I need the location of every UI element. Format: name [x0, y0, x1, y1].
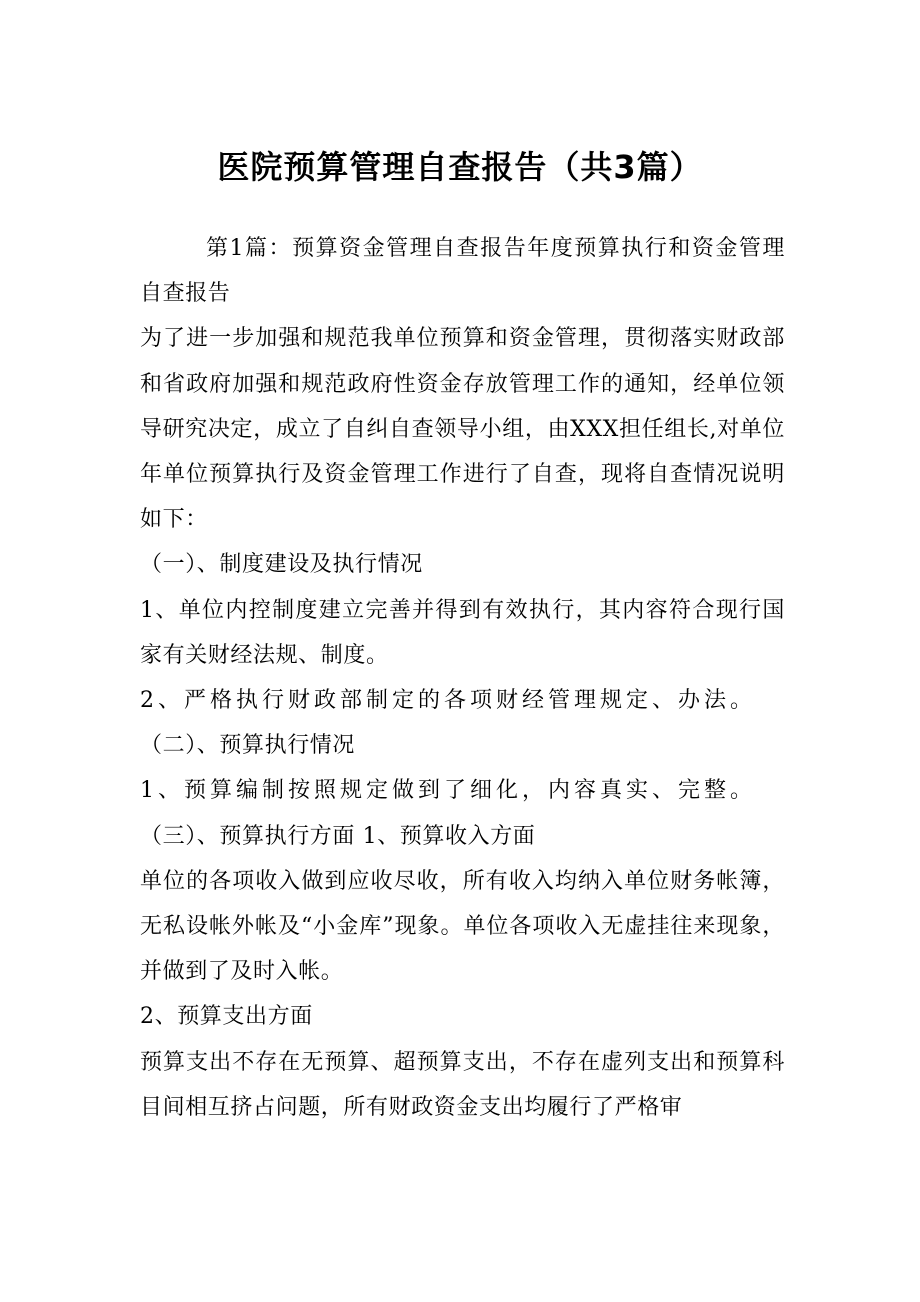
section-heading-3: （三）、预算执行方面 1、预算收入方面 [140, 823, 536, 849]
paragraph-item: 2、严格执行财政部制定的各项财经管理规定、办法。 [140, 688, 756, 714]
document-body [140, 226, 785, 1130]
paragraph-item: 预算支出不存在无预算、超预算支出，不存在虚列支出和预算科目间相互挤占问题，所有财政资金支出均履行了严格审 [140, 1049, 785, 1120]
paragraph-item: 1、预算编制按照规定做到了细化，内容真实、完整。 [140, 778, 756, 804]
paragraph-item: 单位的各项收入做到应收尽收，所有收入均纳入单位财务帐簿，无私设帐外帐及“小金库”现象。单位各项收入无虚挂往来现象，并做到了及时入帐。 [140, 868, 785, 985]
paragraph-item: 1、单位内控制度建立完善并得到有效执行，其内容符合现行国家有关财经法规、制度。 [140, 597, 785, 668]
subsection-heading: 2、预算支出方面 [140, 1004, 313, 1030]
section-heading-2: （二）、预算执行情况 [140, 733, 356, 759]
section-heading-1: （一）、制度建设及执行情况 [140, 552, 423, 578]
paragraph-heading-1: 第1篇：预算资金管理自查报告年度预算执行和资金管理自查报告 [140, 236, 785, 307]
paragraph-intro: 为了进一步加强和规范我单位预算和资金管理，贯彻落实财政部和省政府加强和规范政府性资金存放管理工作的通知，经单位领导研究决定，成立了自纠自查领导小组，由XXX担任组长,对单位年单位预算执行及资金管理工作进行了自查，现将自查情况说明如下： [140, 326, 785, 533]
document-title: 医院预算管理自查报告（共3篇） [217, 148, 703, 186]
